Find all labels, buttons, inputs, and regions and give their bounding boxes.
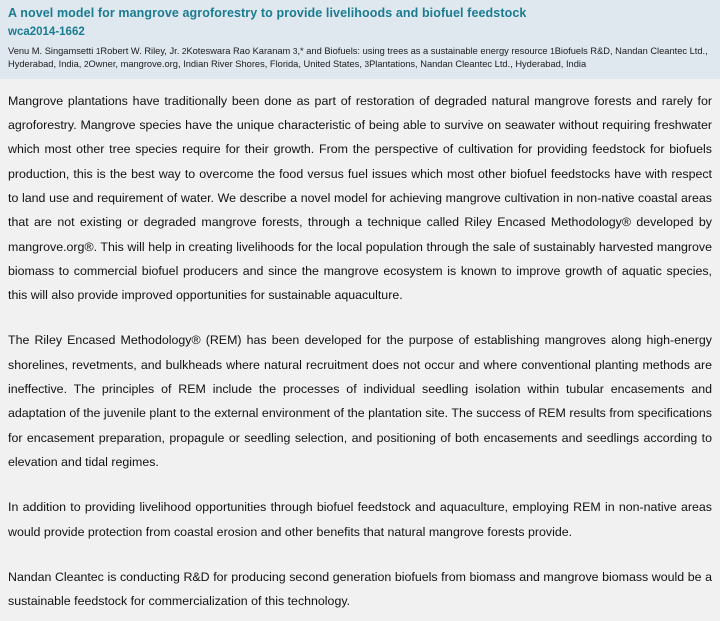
affiliation-marker: 1 (95, 47, 101, 56)
affiliation-marker: 3 (292, 47, 298, 56)
affiliation-marker: 2 (181, 47, 187, 56)
paper-header-band (0, 0, 720, 79)
affiliation-marker: 3 (364, 60, 370, 70)
abstract-paragraph: Mangrove plantations have traditionally been done as part of restoration of degraded natural mangrove forests and rarely for agroforestry. Mangrove species have the unique characteristic of being able to survive on seawater without requiring freshwater which most other tree species require for their growth. From the perspective of cultivation for providing feedstock for biofuels production, this is the best way to overcome the food versus fuel issues which most other biofuel feedstocks have with respect to land use and requirement of water. We describe a novel model for achieving mangrove cultivation in non-native coastal areas that are not existing or degraded mangrove forests, through a technique called Riley Encased Methodology® developed by mangrove.org®. This will help in creating livelihoods for the local population through the sale of sustainably harvested mangrove biomass to commercial biofuel producers and since the mangrove ecosystem is known to improve growth of aquatic species, this will also provide improved opportunities for sustainable aquaculture. (8, 93, 712, 303)
page-title: A novel model for mangrove agroforestry to provide livelihoods and biofuel feedstock (8, 6, 527, 20)
affiliation-marker: 2 (83, 60, 89, 70)
paper-id: wca2014-1662 (8, 26, 85, 38)
abstract-paragraph: Nandan Cleantec is conducting R&D for producing second generation biofuels from biomass and mangrove biomass would be a sustainable feedstock for commercialization of this technology. (8, 569, 712, 609)
abstract-body (0, 79, 720, 621)
affiliation-marker: 1 (550, 47, 555, 56)
authors-and-affiliations: Venu M. Singamsetti 1Robert W. Riley, Jr. 2Koteswara Rao Karanam 3,* and Biofuels: using trees as a sustainable energy resource 1Biofuels R&D, Nandan Cleantec Ltd., Hyderabad, India, 2Owner, mangrove.org, Indian River Shores, Florida, United States, 3Plantations, Nandan Cleantec Ltd., Hyderabad, India (8, 46, 708, 70)
abstract-paragraph: In addition to providing livelihood opportunities through biofuel feedstock and aquaculture, employing REM in non-native areas would provide protection from coastal erosion and other benefits that natural mangrove forests provide. (8, 500, 712, 539)
abstract-paragraph: The Riley Encased Methodology® (REM) has been developed for the purpose of establishing mangroves along high-energy shorelines, revetments, and bulkheads where natural recruitment does not occur and where conventional planting methods are ineffective. The principles of REM include the processes of individual seedling isolation within tubular encasements and adaptation of the juvenile plant to the external environment of the plantation site. The success of REM results from specifications for encasement preparation, propagule or seedling selection, and positioning of both encasements and seedlings according to elevation and tidal regimes. (8, 333, 712, 469)
